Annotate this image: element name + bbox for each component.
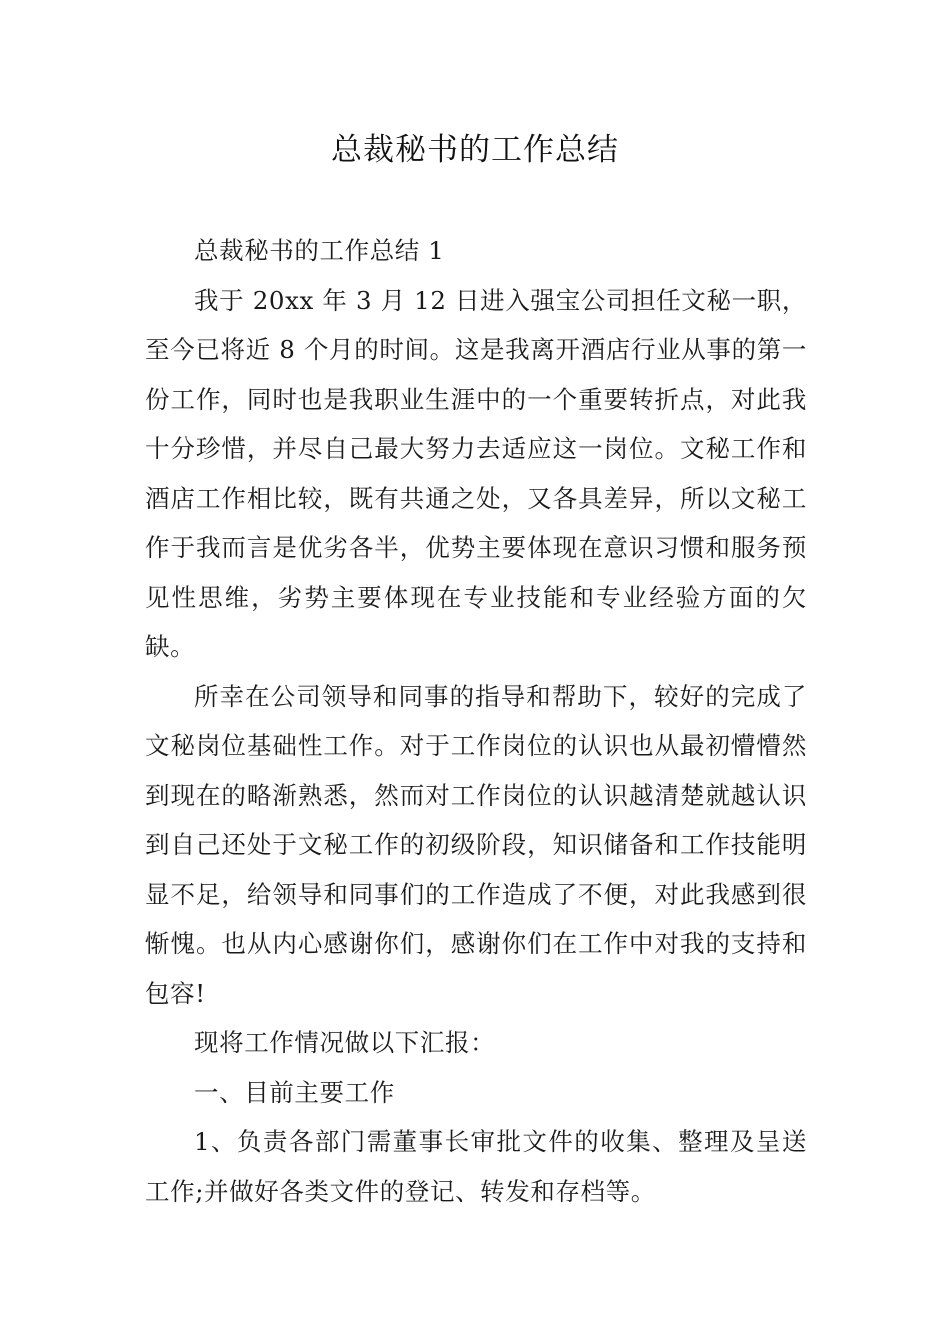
list-heading: 一、目前主要工作: [194, 1077, 395, 1107]
document-title: 总裁秘书的工作总结: [331, 132, 619, 168]
list-item: 1、负责各部门需董事长审批文件的收集、整理及呈送工作;并做好各类文件的登记、转发和存档等。: [145, 1127, 807, 1206]
section-heading: 总裁秘书的工作总结 1: [194, 236, 445, 265]
body-paragraph: 我于 20xx 年 3 月 12 日进入强宝公司担任文秘一职，至今已将近 8 个月的时间。这是我离开酒店行业从事的第一份工作，同时也是我职业生涯中的一个重要转折点，对此我十分珍惜，并尽自己最大努力去适应这一岗位。文秘工作和酒店工作相比较，既有共通之处，又各具差异，所以文秘工作于我而言是优劣各半，优势主要体现在意识习惯和服务预见性思维，劣势主要体现在专业技能和专业经验方面的欠缺。: [145, 285, 807, 661]
body-paragraph: 现将工作情况做以下汇报：: [194, 1028, 496, 1057]
body-paragraph: 所幸在公司领导和同事的指导和帮助下，较好的完成了文秘岗位基础性工作。对于工作岗位的认识也从最初懵懵然到现在的略渐熟悉，然而对工作岗位的认识越清楚就越认识到自己还处于文秘工作的初级阶段，知识储备和工作技能明显不足，给领导和同事们的工作造成了不便，对此我感到很惭愧。也从内心感谢你们，感谢你们在工作中对我的支持和包容!: [145, 681, 807, 1008]
document-body: [145, 226, 807, 1216]
